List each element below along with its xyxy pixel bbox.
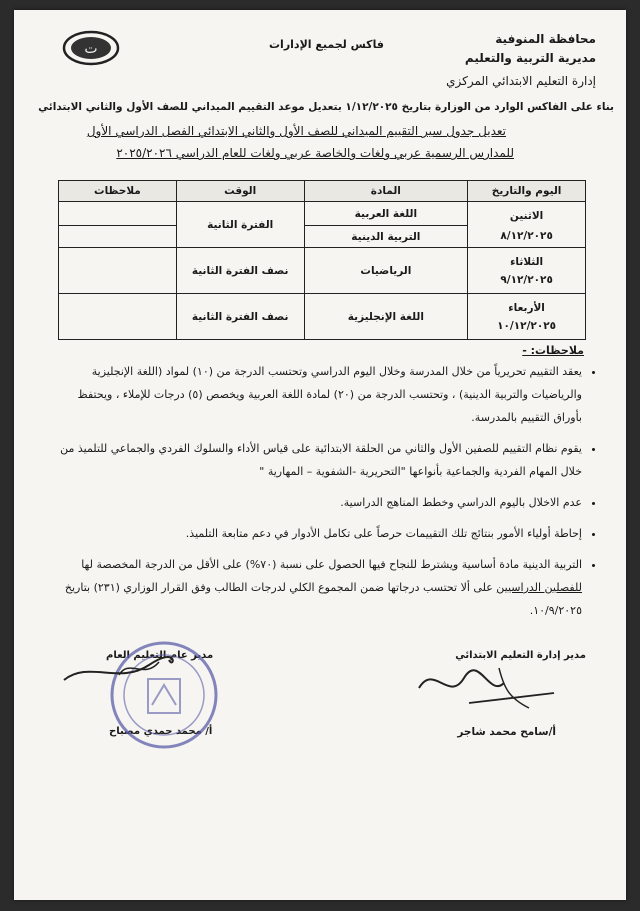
row1-subject-1: اللغة العربية [304,202,468,226]
notes-title: ملاحظات: - [522,344,584,357]
note-item: • يقوم نظام التقييم للصفين الأول والثاني من الحلقة الابتدائية على قياس الأداء والسلوك الفردي والجماعي للتلميذ من خلال المهام الفردية والجماعية بأنواعها "التحريرية -الشفوية – المهارية " [46,437,582,483]
note-item: • يعقد التقييم تحريرياً من خلال المدرسة وخلال اليوم الدراسي وتحتسب الدرجة من (١٠) لمواد (اللغة الإنجليزية والرياضيات والتربية الدينية) ، وتحتسب الدرجة من (٢٠) لمادة اللغة العربية ويخصص (٥) درجات للإملاء ، ويحتفظ بأوراق التقييم بالمدرسة. [46,360,582,429]
row2-time: نصف الفترة الثانية [176,248,304,294]
row1-day-date [468,202,586,248]
notes-section [46,360,596,630]
header-notes: ملاحظات [59,181,177,202]
fax-recipient: فاكس لجميع الإدارات [269,38,384,51]
row1-day: الاثنين [509,209,544,222]
row2-day-date [468,248,586,294]
right-signatory-name: أ/سامح محمد شاجر [457,726,556,738]
row3-day: الأربعاء [508,301,545,314]
governorate-label: محافظة المنوفية [495,32,596,46]
administration-label: إدارة التعليم الابتدائي المركزي [446,74,596,88]
row1-subject-2: التربية الدينية [304,226,468,248]
table-row [59,248,586,294]
based-on-line: بناء على الفاكس الوارد من الوزارة بتاريخ ١/١٢/٢٠٢٥ بتعديل موعد التقييم الميداني للصف الأول والثاني الابتدائي [38,101,614,113]
row1-date: ٨/١٢/٢٠٢٥ [500,229,553,242]
directorate-label: مديرية التربية والتعليم [464,51,596,65]
row1-notes [59,202,177,226]
row1-notes-2 [59,226,177,248]
right-signatory-title: مدير إدارة التعليم الابتدائي [455,650,586,661]
row2-notes [59,248,177,294]
row3-day-date [468,294,586,340]
row3-time: نصف الفترة الثانية [176,294,304,340]
note5-part1: التربية الدينية مادة أساسية ويشترط للنجاح فيها الحصول على نسبة (٧٠%) على الأقل من الدرجة المخصصة لها [81,558,582,571]
note-item: • إحاطة أولياء الأمور بنتائج تلك التقييمات حرصاً على تكامل الأدوار في دعم متابعة التلميذ. [46,522,582,545]
row2-subject: الرياضيات [304,248,468,294]
left-signatory-name: أ/ محمد حمدي مصباح [109,726,213,737]
row2-date: ٩/١٢/٢٠٢٥ [500,273,553,286]
row2-day: الثلاثاء [510,255,544,268]
note-item-religion [46,553,582,622]
row3-date: ١٠/١٢/٢٠٢٥ [497,319,557,332]
header-day-date: اليوم والتاريخ [468,181,586,202]
note5-part2: على ألا تحتسب درجاتها ضمن المجموع الكلي لدرجات الطالب وفق القرار الوزاري (٢٣١) بتاريخ ١٠/٩/٢٠٢٥. [64,581,582,617]
row3-subject: اللغة الإنجليزية [304,294,468,340]
header-subject: المادة [304,181,468,202]
row1-time: الفترة الثانية [176,202,304,248]
table-header-row [59,181,586,202]
note5-underlined: للفصلين الدراسيين [496,581,582,594]
right-signature-icon [409,658,559,718]
ministry-logo-icon [62,30,120,66]
table-row [59,294,586,340]
table-row [59,202,586,226]
modification-title-2: للمدارس الرسمية عربي ولغات والخاصة عربي ولغات للعام الدراسي ٢٠٢٥/٢٠٢٦ [116,146,514,160]
modification-title-1: تعديل جدول سير التقييم الميداني للصف الأول والثاني الابتدائي الفصل الدراسي الأول [86,124,506,138]
document-page [14,10,626,900]
row3-notes [59,294,177,340]
left-signatory-title: مدير عام التعليم العام [106,650,214,661]
note-item: • عدم الاخلال باليوم الدراسي وخطط المناهج الدراسية. [46,491,582,514]
left-signature-icon [59,650,179,690]
header-time: الوقت [176,181,304,202]
logo-text: ت [84,41,98,57]
schedule-table [58,180,586,340]
